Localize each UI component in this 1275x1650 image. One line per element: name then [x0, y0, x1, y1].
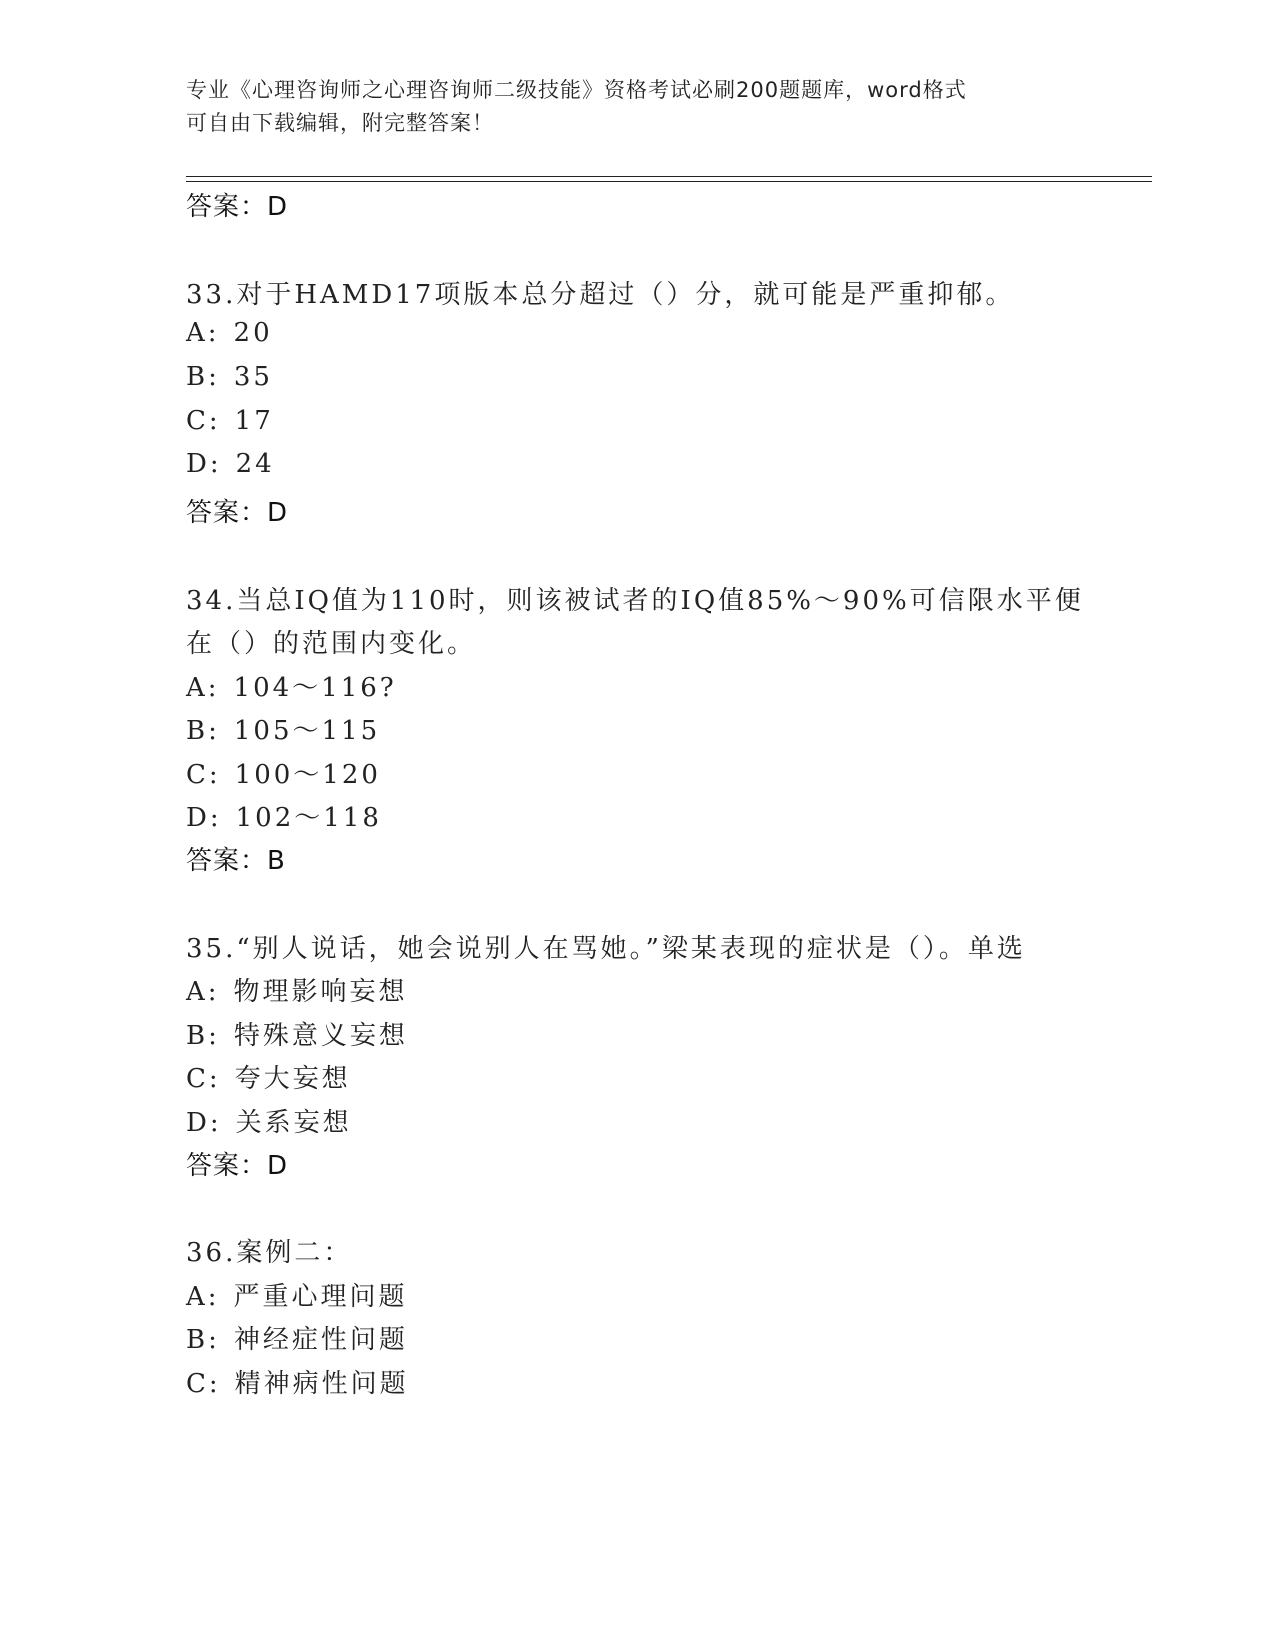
- option-text: 104～116?: [233, 673, 397, 703]
- option-text: 精神病性问题: [234, 1369, 409, 1399]
- question-33-option-b: [186, 362, 273, 392]
- option-letter: A:: [186, 977, 220, 1007]
- header-line-2: 可自由下载编辑，附完整答案！: [186, 111, 494, 135]
- question-35-answer: 答案：D: [186, 1151, 289, 1181]
- option-letter: D:: [186, 449, 222, 479]
- question-36-stem: 36.案例二：: [186, 1238, 353, 1268]
- question-33-option-a: [186, 318, 273, 348]
- header-line-1: 专业《心理咨询师之心理咨询师二级技能》资格考试必刷200题题库，word格式: [186, 78, 967, 102]
- question-33-option-c: [186, 406, 274, 436]
- question-34-stem-line-1: 34.当总IQ值为110时，则该被试者的IQ值85%～90%可信限水平便: [186, 586, 1084, 616]
- question-33-stem: 33.对于HAMD17项版本总分超过（）分，就可能是严重抑郁。: [186, 280, 1015, 310]
- question-34-option-a: [186, 667, 397, 704]
- question-36-option-c: [186, 1363, 409, 1400]
- option-letter: A:: [186, 673, 220, 703]
- option-text: 关系妄想: [235, 1108, 352, 1138]
- option-letter: B:: [186, 1325, 220, 1355]
- document-header: [186, 74, 1066, 140]
- question-34-option-b: [186, 710, 380, 747]
- question-35-option-a: [186, 971, 408, 1008]
- option-text: 100～120: [234, 760, 381, 790]
- question-34-answer: 答案：B: [186, 846, 286, 876]
- option-letter: A:: [186, 318, 220, 348]
- question-35-option-d: [186, 1102, 352, 1139]
- option-text: 神经症性问题: [233, 1325, 408, 1355]
- option-letter: C:: [186, 1369, 221, 1399]
- question-34-option-c: [186, 754, 381, 791]
- option-letter: A:: [186, 1282, 220, 1312]
- header-divider-bottom: [186, 181, 1152, 182]
- question-35-option-c: [186, 1058, 351, 1095]
- option-letter: C:: [186, 760, 221, 790]
- option-letter: C:: [186, 406, 221, 436]
- option-text: 24: [235, 449, 275, 479]
- option-text: 特殊意义妄想: [233, 1021, 408, 1051]
- question-35-option-b: [186, 1015, 408, 1052]
- question-34-stem-line-2: 在（）的范围内变化。: [186, 629, 477, 659]
- question-35-stem: 35.“别人说话，她会说别人在骂她。”梁某表现的症状是（）。单选: [186, 934, 1026, 964]
- option-letter: B:: [186, 1021, 220, 1051]
- question-34-option-d: [186, 797, 382, 834]
- option-text: 严重心理问题: [233, 1282, 408, 1312]
- option-letter: D:: [186, 1108, 222, 1138]
- option-text: 102～118: [235, 803, 382, 833]
- option-letter: B:: [186, 716, 220, 746]
- option-letter: D:: [186, 803, 222, 833]
- option-text: 17: [234, 406, 274, 436]
- previous-answer: 答案：D: [186, 192, 289, 222]
- question-33-option-d: [186, 449, 275, 479]
- question-36-option-b: [186, 1319, 408, 1356]
- option-text: 20: [233, 318, 273, 348]
- question-33-answer: 答案：D: [186, 498, 289, 528]
- option-text: 105～115: [233, 716, 381, 746]
- option-text: 物理影响妄想: [233, 977, 408, 1007]
- header-divider-top: [186, 176, 1152, 177]
- option-text: 夸大妄想: [234, 1064, 351, 1094]
- option-text: 35: [233, 362, 273, 392]
- option-letter: C:: [186, 1064, 221, 1094]
- question-36-option-a: [186, 1276, 408, 1313]
- option-letter: B:: [186, 362, 220, 392]
